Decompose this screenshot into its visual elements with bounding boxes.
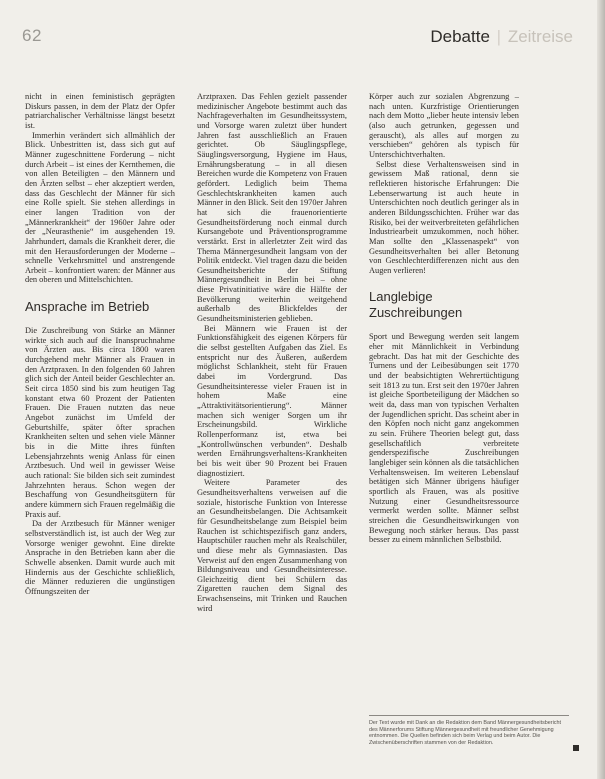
text-column-3 bbox=[369, 92, 519, 545]
paragraph: Selbst diese Verhaltensweisen sind in gewissem Maß rational, denn sie reflektieren historische Erfahrungen: Die Lebenserwartung ist auch heute in Unterschichten noch deutlich geringer als in anderen Bildungsschichten. Früher war das Risiko, bei der weitverbreiteten gefährlichen Industriearbeit umzukommen, noch höher. Man sollte den „Klassenaspekt“ von Gesundheitsverhalten bei aller Betonung von Geschlechterdifferenzen nicht aus den Augen verlieren! bbox=[369, 159, 519, 275]
paragraph: Immerhin verändert sich allmählich der Blick. Unbestritten ist, dass sich gut auf Männer zugeschnittene Forderung – nicht durch Arbeit – ist eines der Kernthemen, die von allen Beteiligten – den Männern und den Ärzten selbst – eher akzeptiert werden, dass das Geschlecht der Männer für sich eine Rolle spielt. Sie stehen allerdings in einer langen Tradition von der „Männerkrankheit“ der 1960er Jahre oder der „Neurasthenie“ im ausgehenden 19. Jahrhundert, damals die Krankheit derer, die mit den Herausforderungen der Moderne – schnelle Verkehrsmittel und anstrengende Arbeit – konfrontiert waren: der Männer aus den oberen und Mittelschichten. bbox=[25, 130, 175, 285]
paragraph: Da der Arztbesuch für Männer weniger selbstverständlich ist, ist auch der Weg zur Vorsorge weniger gewohnt. Eine direkte Ansprache in den Betrieben kann aber die Schwelle absenken. Damit wurde auch mit Hindernis aus der Geschichte schließlich, die Männer reduzieren die ungünstigen Öffnungszeiten der bbox=[25, 519, 175, 596]
paragraph: Weitere Parameter des Gesundheitsverhaltens verweisen auf die soziale, historische Funktion von Interesse an Gesundheitsbelangen. Die Achtsamkeit für Gesundheitsbelange zum Beispiel beim Rauchen ist schichtspezifisch ganz anders, Hauptschüler rauchen mehr als Realschüler, und diese mehr als Gymnasiasten. Das Verweist auf den engen Zusammenhang von Bildungsniveau und Gesundheitsinteresse. Gleichzeitig dient bei Schülern das Zigaretten rauchen dem Signal des Erwachsenseins, mit Trinken und Rauchen wird bbox=[197, 478, 347, 613]
end-of-article-mark bbox=[573, 745, 579, 751]
section-title: Debatte bbox=[430, 27, 490, 46]
page-number: 62 bbox=[22, 26, 42, 45]
paragraph: nicht in einen feministisch geprägten Diskurs passen, in dem der Platz der Opfer patriarchalischer Verhältnisse längst besetzt ist. bbox=[25, 92, 175, 130]
section-header bbox=[430, 27, 573, 47]
section-separator: | bbox=[496, 27, 502, 46]
text-column-1 bbox=[25, 92, 175, 597]
text-column-2 bbox=[197, 92, 347, 613]
footnote: Der Text wurde mit Dank an die Redaktion dem Band Männergesundheitsbericht des Männerforums Stiftung Männergesundheit mit freundlicher Genehmigung entnommen. Die Quellen befinden sich beim Verlag und beim Autor. Die Zwischenüberschriften stammen von der Redaktion. bbox=[369, 715, 569, 746]
paragraph: Bei Männern wie Frauen ist der Funktionsfähigkeit des eigenen Körpers für die selbst gestellten Aufgaben das Ziel. Es entspricht nur des Äußeren, außerdem möglichst Schlankheit, steht für Frauen dabei im Vordergrund. Das Gesundheitsinteresse vieler Frauen ist in hohem Maße eine „Attraktivitätsorientierung“. Männer machen sich weniger Sorgen um ihr Erscheinungsbild. Wirkliche Rollenperformanz ist, etwa bei „Kontrollwünschen verbunden“. Deshalb werden Ernährungsverhaltens-Krankheiten bei bis weit über 90 Prozent bei Frauen diagnostiziert. bbox=[197, 323, 347, 478]
paragraph: Körper auch zur sozialen Abgrenzung – nach unten. Kurzfristige Orientierungen nach dem Motto „lieber heute intensiv leben (also auch getrunken, gegessen und gerauscht), als alles auf morgen zu verschieben“ gehören als typisch für Unterschichtverhalten. bbox=[369, 92, 519, 159]
page-edge bbox=[597, 0, 605, 779]
subheading: Ansprache im Betrieb bbox=[25, 299, 150, 315]
paragraph: Die Zuschreibung von Stärke an Männer wirkte sich auch auf die Inanspruchnahme von Ärzten aus. Bis circa 1800 waren durchgehend mehr Männer als Frauen in den Arztpraxen. In den folgenden 60 Jahren glich sich der Anteil beider Geschlechter an. Seit circa 1850 sind bis zum heutigen Tag konstant etwa 60 Prozent der Patienten Frauen. Die Frauen nutzten das neue Angebot zunächst im Umfeld der Geburtshilfe, später öfter sprachen Krankheiten selten und sehen viele Männer bis in die Mitte ihres fünften Lebensjahrzehnts wenig Anlass für einen Arztbesuch. Und weil in gewisser Weise auch rational: Sie bilden sich seit zumindest Jahrzehnten heraus. Schon wegen der Beschaffung von Gesundheitsgütern für andere kümmern sich Frauen regelmäßig die Praxis auf. bbox=[25, 326, 175, 519]
paragraph: Arztpraxen. Das Fehlen gezielt passender medizinischer Angebote bestimmt auch das Nachfrageverhalten im Gesundheitssystem, und Vorsorge waren zuletzt über hundert Jahren fast ausschließlich an Frauen gerichtet. Ob Säuglingspflege, Säuglingsversorgung, Hygiene im Haus, Ernährungsberatung – in all diesen Bereichen wurde die Kompetenz von Frauen gefördert. Lediglich beim Thema Geschlechtskrankheiten kamen auch Männer in den Blick. Seit den 1970er Jahren hat sich die frauenorientierte Gesundheitsförderung noch einmal durch Kursangebote und Präventionsprogramme verstärkt. Erst in allerletzter Zeit wird das Thema Männergesundheit langsam von der Politik entdeckt. Viel tragen dazu die beiden Gesundheitsberichte der Stiftung Männergesundheit in Berlin bei – ohne diese Privatinitiative wäre die Hälfte der Bevölkerung weiterhin weitgehend außerhalb des Blickfeldes der Gesundheitsministerien geblieben. bbox=[197, 92, 347, 324]
paragraph: Sport und Bewegung werden seit langem eher mit Männlichkeit in Verbindung gebracht. Das hat mit der Geschichte des Turnens und der Leibesübungen seit 1770 und der beabsichtigten Wehrertüchtigung seit 1813 zu tun. Erst seit den 1970er Jahren ist gleiche Sportbeteiligung der Mädchen so weit da, dass man von typischen Verhalten der Jugendlichen spricht. Das scheint aber in den Köpfen noch nicht ganz angekommen zu sein. Frühere Theorien belegt gut, dass gesellschaftlich verbreitete genderspezifische Zuschreibungen langlebiger sein können als die tatsächlichen Verhaltensweisen. Im weiteren Lebenslauf betätigen sich Männer übrigens häufiger sportlich als Frauen, was als positive Nutzung einer Gesundheitsressource vermerkt werden sollte. Männer selbst streichen die Gesundheitswirkungen von Bewegung noch stärker heraus. Das passt besser zu einem männlichen Selbstbild. bbox=[369, 332, 520, 545]
subsection-title: Zeitreise bbox=[507, 27, 573, 46]
subheading: Langlebige Zuschreibungen bbox=[369, 289, 463, 321]
